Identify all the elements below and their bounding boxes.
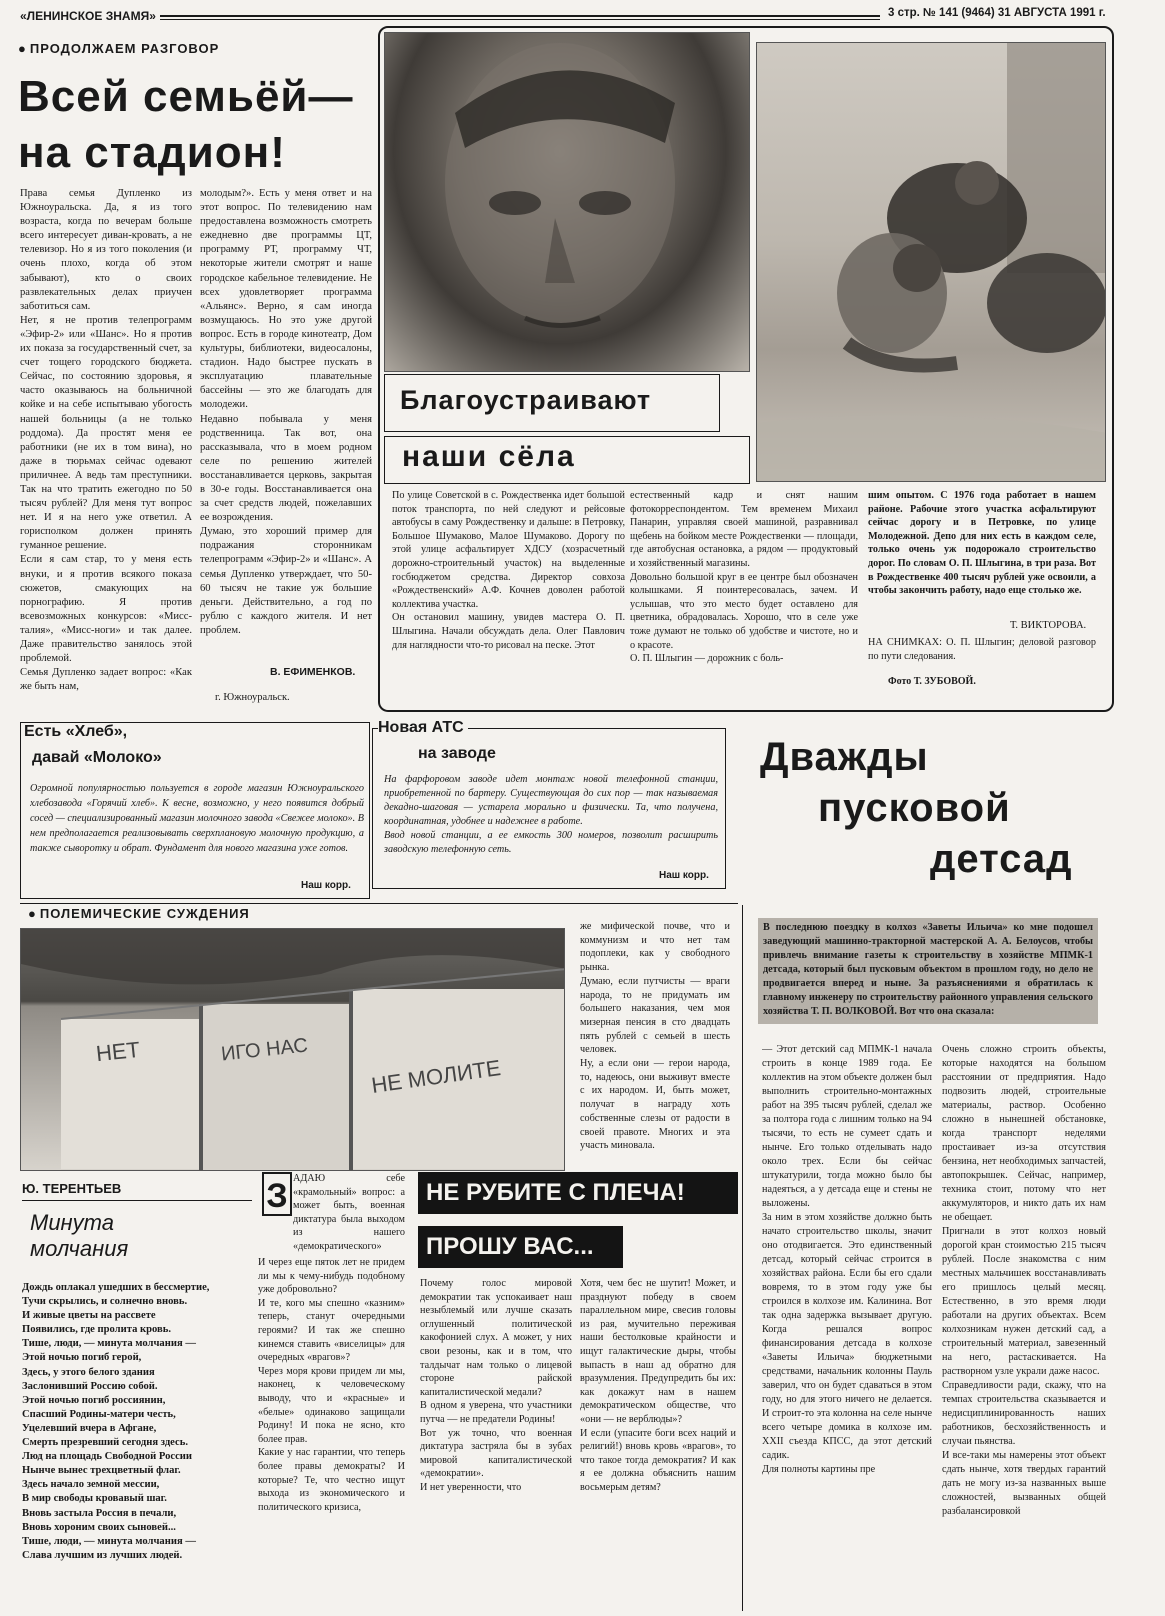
stadium-place: г. Южноуральск. bbox=[215, 692, 290, 703]
villages-headline-line1: Благоустраивают bbox=[400, 385, 652, 415]
ats-headline-line2: на заводе bbox=[418, 745, 496, 762]
bread-headline-line1: Есть «Хлеб», bbox=[24, 723, 128, 740]
ats-author: Наш корр. bbox=[659, 870, 709, 881]
poem-title-line2: молчания bbox=[30, 1236, 129, 1261]
bread-body: Огромной популярностью пользуется в городе магазин Южноуральского хлебозавода «Горячий хлеб». К весне, возможно, у него появится добрый сосед — специализированный магазин молочного завода «Свежее молоко». В нем предполагается реализовывать сверхплановую молочную продукцию, а также сыворотку и обрат. Фундамент для нового магазина уже готов. bbox=[30, 783, 364, 854]
villages-column-2: естественный кадр и снят нашим фотокорреспондентом. Тем временем Михаил Панарин, управляя своей машиной, разравнивал щебень на бойком месте Рождественки — площади, где автобусная остановка, а рядом — продуктовый и хозяйственный магазины. Довольно большой круг в ее центре был обозначен колышками. Я поинтересовалась, зачем. И услышав, что это место будет оставлено для цветника, обрадовалась. Хорошо, что в селе уже тоже думают не только об удобстве и чистоте, но и о красоте. О. П. Шлыгин — дорожник с боль- bbox=[630, 490, 858, 665]
masthead-rule-lower bbox=[160, 19, 880, 20]
poem-author: Ю. ТЕРЕНТЬЕВ bbox=[22, 1181, 122, 1196]
polemic-kicker: ● ПОЛЕМИЧЕСКИЕ СУЖДЕНИЯ bbox=[28, 906, 250, 921]
ats-headline-line1: Новая АТС bbox=[378, 719, 468, 737]
bread-author: Наш корр. bbox=[301, 880, 351, 891]
stadium-column-2: молодым?». Есть у меня ответ и на этот вопрос. По телевидению нам предоставлена возможность смотреть ежедневно две программы ЦТ, программу РТ, программу ЧТ, некоторые жители смотрят и наше городское кабельное телевидение. Не всех удовлетворяет программа «Альянс». Верно, я сам иногда возмущаюсь. Но это уже другой вопрос. Есть в городе кинотеатр, Дом культуры, библиотеки, видеосалоны, стадион. Надо быстрее пускать в эксплуатацию плавательные бассейны — это же благодать для молодежи. Недавно побывала у меня родственница. Так вот, она рассказывала, что в моем родном селе по решению жителей восстанавливается церковь, закрытая в 30-е годы. Восстанавливается она за счет средств людей, пожелавших ее возрождения. Думаю, это хороший пример для подражания сторонникам телепрограмм «Эфир-2» и «Шанс». А семья Дупленко утверждает, что 50-60 тысяч не такие уж большие деньги. Действительно, а год по рублю с каждого жителя. И нет проблем. bbox=[200, 188, 372, 636]
fence-graffiti-text-2: ИГО НАС bbox=[220, 1034, 309, 1066]
bread-headline-line2: давай «Молоко» bbox=[32, 749, 162, 766]
dictatorship-headline-line1: НЕ РУБИТЕ С ПЛЕЧА! bbox=[418, 1172, 738, 1214]
polemic-right-column: же мифической почве, что и коммунизм и что нет там подоплеки, как у свободного рынка. Думаю, если путчисты — враги народа, то не придумать им большего наказания, чем моя мизерная пенсия в сто двадцать пять рублей с семьей в шесть человек. Ну, а если они — герои народа, то, надеюсь, они выживут вместе с их народом. И, быть может, получат в награду хоть собственные слезы от радости в своей правоте. Многих и эта участь миновала. bbox=[580, 921, 730, 1152]
portrait-photo bbox=[384, 32, 750, 372]
kindergarten-column-2: Очень сложно строить объекты, которые находятся на большом расстоянии от предприятия. Надо подвозить людей, строительные материалы, раствор. Особенно сложно в нынешней обстановке, когда транспорт неделями простаивает из-за отсутствия бензина, нет необходимых запчастей, автопокрышек. Сейчас, например, техника стоит, потому что нет аккумуляторов, и никто дать их нам не обещает. Пригнали в этот колхоз новый дорогой кран стоимостью 215 тысяч рублей. После знакомства с ним местных мальчишек восстанавливать его пришлось целый месяц. Естественно, в это время люди работали на других объектах. Всем колхозникам нужен детский сад, а строительный материал, завезенный на него, растаскивается. На растворном узле украли даже насос. Справедливости ради, скажу, что на темпах строительства сказывается и недисциплинированность наших работников, бесхозяйственность и случаи пьянства. И все-таки мы намерены этот объект сдать нынче, хотя твердых гарантий дать не могу из-за названных выше сложностей, вызванных общей разбалансировкой bbox=[942, 1044, 1106, 1517]
fence-graffiti-text-3: НЕ МОЛИТЕ bbox=[369, 1055, 503, 1098]
kindergarten-headline-line3: детсад bbox=[930, 837, 1073, 881]
dictatorship-headline-line2: ПРОШУ ВАС... bbox=[418, 1226, 623, 1268]
stadium-kicker: ● ПРОДОЛЖАЕМ РАЗГОВОР bbox=[18, 41, 219, 56]
stadium-author: В. ЕФИМЕНКОВ. bbox=[270, 666, 356, 678]
ats-body: На фарфоровом заводе идет монтаж новой телефонной станции, приобретенной по бартеру. Существующая до сих пор — так называемая декадно-шаговая — устарела морально и физически. Та, что получена, координатная, удобнее и надежнее в работе. Ввод новой станции, а ее емкость 300 номеров, позволит расширить заводскую телефонную сеть. bbox=[384, 774, 718, 855]
stadium-headline-line2: на стадион! bbox=[18, 128, 286, 177]
road-workers-photo bbox=[756, 42, 1106, 482]
villages-column-3: шим опытом. С 1976 года работает в нашем районе. Рабочие этого участка асфальтируют сейчас дорогу и в Петровке, по улице Молодежной. Депо для них есть в каждом селе, только очень уж подорожало строительство дорог. По словам О. П. Шлыгина, в три раза. Вот в Рождественке 400 тысяч рублей уже освоили, а чтобы закончить работу, надо еще столько же. bbox=[868, 490, 1096, 597]
villages-photo-caption: НА СНИМКАХ: О. П. Шлыгин; деловой разговор по пути следования. bbox=[868, 637, 1096, 662]
kindergarten-headline-line1: Дважды bbox=[760, 735, 929, 779]
masthead-issue: 3 стр. № 141 (9464) 31 АВГУСТА 1991 г. bbox=[888, 7, 1106, 19]
masthead-paper-name: «ЛЕНИНСКОЕ ЗНАМЯ» bbox=[20, 9, 156, 23]
dictatorship-dropcap: З bbox=[262, 1172, 292, 1216]
villages-author: Т. ВИКТОРОВА. bbox=[1010, 620, 1087, 631]
poem-text: Дождь оплакал ушедших в бессмертие, Тучи скрылись, и солнечно вновь. И живые цветы на рассвете Появились, где пролита кровь. Тише, люди, — минута молчания — Этой ночью погиб герой, Здесь, у этого белого здания Заслонивший Россию собой. Этой ночью погиб россиянин, Спасший Родины-матери честь, Уцелевший вчера в Афгане, Смерть презревший сегодня здесь. Люд на площадь Свободной России Нынче вынес трехцветный флаг. Здесь начало земной мессии, В мир свободы кровавый шаг. Вновь застыла Россия в печали, Вновь хороним своих сыновей... Тише, люди, — минута молчания — Слава лучшим из лучших людей. bbox=[22, 1282, 210, 1561]
masthead-rule bbox=[160, 15, 880, 17]
stadium-headline-line1: Всей семьёй— bbox=[18, 72, 354, 121]
divider-vertical-right bbox=[742, 905, 743, 1611]
dictatorship-intro: АДАЮ себе «крамольный» вопрос: а может быть, военная диктатура была выходом из нашего «демократического» bbox=[293, 1173, 405, 1252]
poem-author-underline bbox=[22, 1200, 252, 1201]
dictatorship-column-2: Почему голос мировой демократии так успокаивает наш незыблемый или лучше сказать оглушенный политической какофонией слух. А может, у них свои резоны, как и в том, что талдычат нам только о лицевой стороне райской капиталистической медали? В одном я уверена, что участники путча — не предатели Родины! Вот уж точно, что военная диктатура застряла бы в зубах мировой капиталистической «демократии». И нет уверенности, что bbox=[420, 1278, 572, 1493]
kindergarten-column-1: — Этот детский сад МПМК-1 начала строить в конце 1989 года. Ее коллектив на этом объекте должен был выполнить строительно-монтажных работ на 395 тысяч рублей, сделал же за полтора года с лишним только на 94 тысячи, то есть не сумеет сдать и нынче. Его только отделывать надо около трех. Если бы сейчас штукатурили, тогда можно было бы надеяться, а у детсада еще и стены не выложены. За ним в этом хозяйстве должно быть начато строительство школы, значит оно отодвигается. Это единственный детсад, который сейчас строится в хозяйствах района. Если бы его сдали вовремя, то в этом году уже бы строился в колхозе им. Калинина. Вот так одна задержка вызывает другую. Когда решался вопрос финансирования детсада в колхозе «Заветы Ильича» бюджетными средствами, начальник колонны Пауль заверил, что он будет сдаваться в этом году, но для этого ничего не делается. И строит-то эта колонна на селе нынче всего четыре домика в колхозе им. XXII съезда КПСС, да этот детский садик. Для полноты картины пре bbox=[762, 1044, 932, 1475]
villages-headline-line2: наши сёла bbox=[402, 440, 576, 473]
dictatorship-column-1: И через еще пяток лет не придем ли мы к чему-нибудь подобному уже добровольно? И те, кого мы спешно «казним» теперь, станут очередными героями? И так же спешно кинемся ставить «виселицы» для очередных «врагов»? Через моря крови придем ли мы, наконец, к человеческому выводу, что и «красные» и «белые» одинаково защищали Родину! И пока не ясно, кто более прав. Какие у нас гарантии, что теперь более правы демократы? И которые? Те, что честно ищут выхода из экономического и политического кризиса, bbox=[258, 1257, 405, 1513]
dictatorship-column-3: Хотя, чем бес не шутит! Может, и празднуют победу в своем параллельном мире, свесив головы из рая, мучительно переживая наши бестолковые крайности и ищут галактические дыры, чтобы выпасть в наш ад обратно для вразумления. Предупредить бы их: как докажут нам в нашем демократическом обществе, что «они — не верблюды»? И если (упасите боги всех наций и религий!) вновь кровь «врагов», то что такое тогда демократия? И как я ее должна объяснить нашим восьмерым детям? bbox=[580, 1278, 736, 1493]
kindergarten-headline-line2: пусковой bbox=[818, 786, 1011, 830]
polemic-top-rule bbox=[20, 903, 738, 904]
stadium-column-1: Права семья Дупленко из Южноуральска. Да, я из того возраста, когда по вечерам больше всего интересует диван-кровать, а не телевизор. Но я из того поколения (и очень плохо, когда об этом забывают), кто о своих развлекательных делах приучен заботиться сам. Нет, я не против телепрограмм «Эфир-2» или «Шанс». Но я против их показа за государственный счет, за счет тощего городского бюджета. Сейчас, по состоянию здоровья, я часто оказываюсь на больничной койке и на себе испытываю убогость нашей больницы (а не только роддома). Да простят меня ее работники (не их в том вина), но даже в тюрьмах сейчас одевают приличнее. А ведь там преступники. Так на что тратить ежегодно по 50 тысяч рублей? Для меня тут вопрос нет. И я на него уже ответил. А горисполком должен принять гуманное решение. Если я сам стар, то у меня есть внуки, и я против всякого показа сюжетов, смакующих на порнографию. Я против всевозможных конкурсов: «Мисс-талия», «Мисс-ноги» и так далее. Даже правительство занялось этой проблемой. Семья Дупленко задает вопрос: «Как же быть нам, bbox=[20, 188, 192, 693]
villages-column-1: По улице Советской в с. Рождественка идет большой поток транспорта, по ней следуют и рейсовые автобусы в саму Рождественку и дальше: в Петровку, Большое Шумаково, Малое Шумаково. Дорогу по этой улице асфальтирует ХДСУ (хозрасчетный дорожно-строительный участок) на выделенные госбюджетом средства. Директор совхоза «Рождественский» А.Ф. Кочнев доволен работой коллектива участка. Он остановил машину, увидев мастера О. П. Шлыгина. Начали обсуждать дела. Олег Павлович для наглядности что-то рисовал на песке. Этот bbox=[392, 490, 625, 651]
fence-graffiti-photo bbox=[20, 928, 565, 1171]
villages-photo-credit: Фото Т. ЗУБОВОЙ. bbox=[888, 676, 976, 687]
kindergarten-lead: В последнюю поездку в колхоз «Заветы Ильича» ко мне подошел заведующий машинно-тракторной мастерской А. А. Белоусов, чтобы привлечь внимание газеты к строительству в хозяйстве МПМК-1 детсада, который был пусковым объектом в прошлом году, но дело не продвигается вперед и ныне. За разъяснениями я обратилась к главному инженеру по строительству районного управления сельского хозяйства Т. П. ВОЛКОВОЙ. Вот что она сказала: bbox=[763, 922, 1093, 1017]
poem-title-line1: Минута bbox=[30, 1210, 114, 1235]
fence-graffiti-text-1: НЕТ bbox=[94, 1036, 142, 1067]
